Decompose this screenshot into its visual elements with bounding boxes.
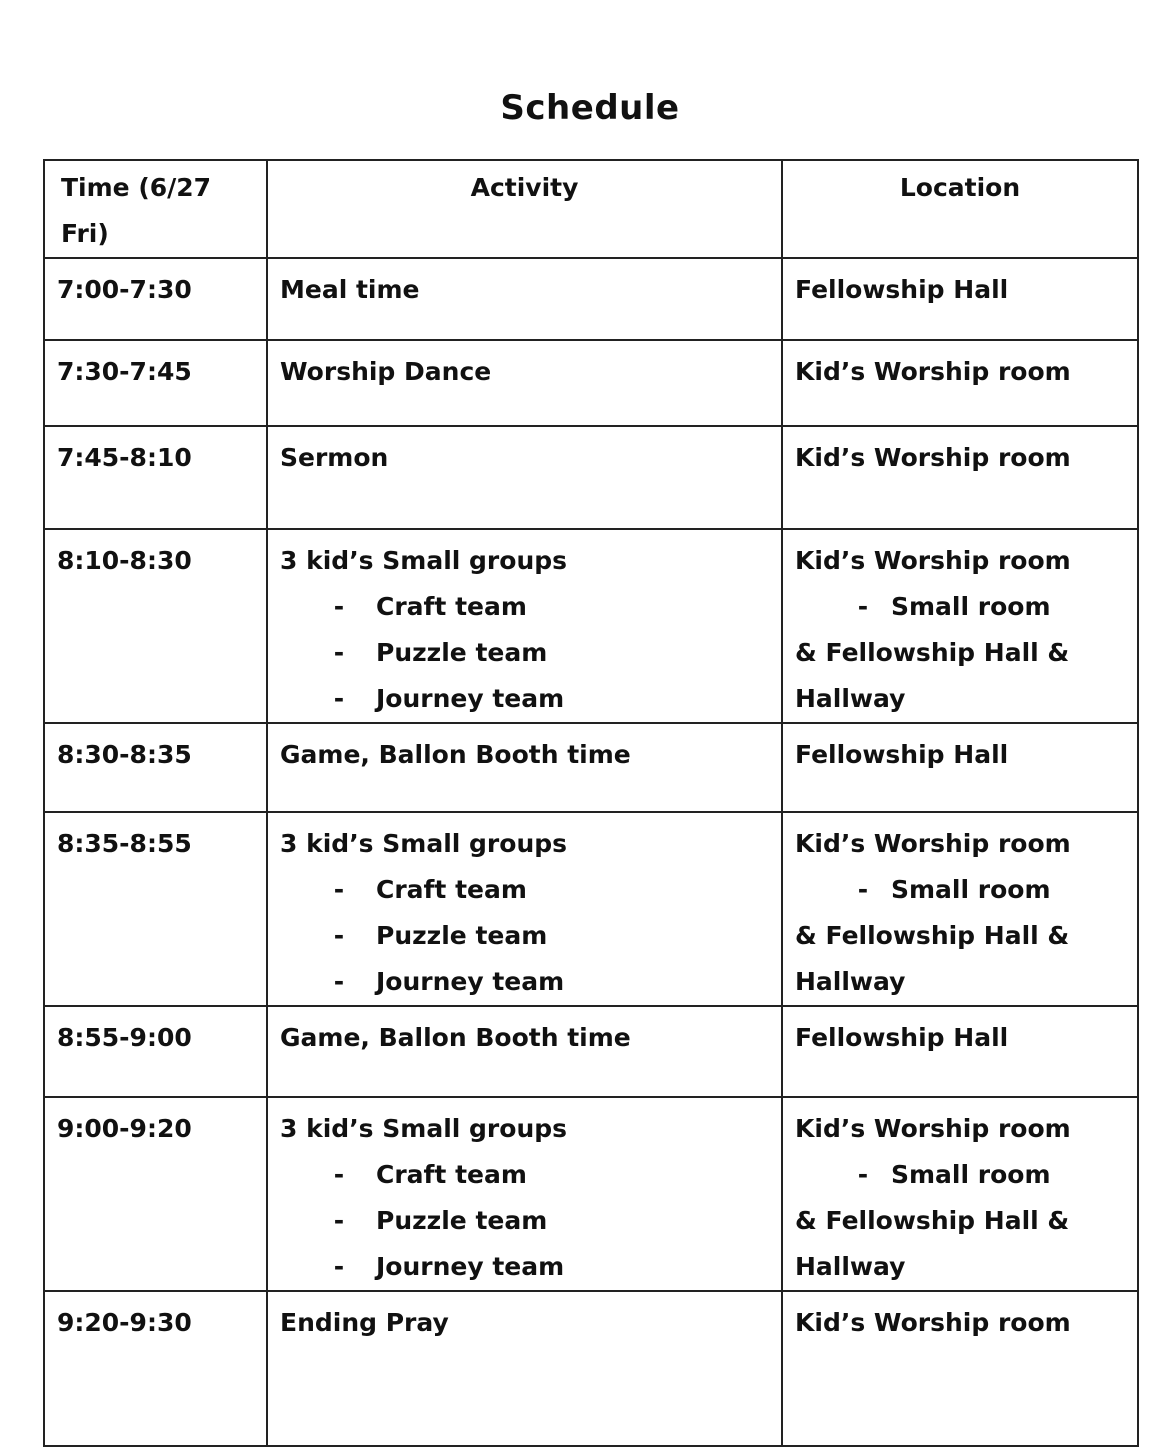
time-cell: [44, 1291, 267, 1446]
schedule-table: [43, 159, 1139, 1447]
activity-cell: [267, 529, 782, 723]
table-row: [44, 426, 1138, 529]
header-time: Time (6/27 Fri): [44, 160, 267, 258]
location-line: & Fellowship Hall &: [795, 1206, 1070, 1235]
location-sub-item: [795, 584, 1125, 630]
bullet-dash: -: [333, 967, 345, 996]
list-item: [280, 676, 769, 722]
header-location: Location: [782, 160, 1138, 258]
activity-cell: [267, 812, 782, 1006]
table-row: [44, 723, 1138, 812]
table-row: [44, 258, 1138, 340]
location-line: & Fellowship Hall &: [795, 921, 1070, 950]
table-row: [44, 812, 1138, 1006]
activity-cell: [267, 258, 782, 340]
location-cell: [782, 529, 1138, 723]
time-cell: [44, 529, 267, 723]
bullet-dash: -: [333, 1252, 345, 1281]
team-label: Journey team: [376, 967, 565, 996]
location-text: Kid’s Worship room: [795, 357, 1071, 386]
location-sub-label: Small room: [891, 592, 1051, 621]
location-text: Kid’s Worship room: [795, 1114, 1071, 1143]
location-cell: [782, 723, 1138, 812]
team-label: Puzzle team: [376, 921, 548, 950]
table-row: [44, 1097, 1138, 1291]
activity-text: 3 kid’s Small groups: [280, 1114, 568, 1143]
time-text: 8:10-8:30: [57, 546, 192, 575]
page-title: Schedule: [500, 88, 680, 128]
bullet-dash: -: [333, 1160, 345, 1189]
location-line: Hallway: [795, 967, 906, 996]
activity-text: Worship Dance: [280, 357, 492, 386]
team-label: Journey team: [376, 1252, 565, 1281]
location-text: Kid’s Worship room: [795, 546, 1071, 575]
activity-cell: [267, 426, 782, 529]
team-label: Craft team: [376, 1160, 527, 1189]
bullet-dash: -: [333, 1206, 345, 1235]
list-item: [280, 1152, 769, 1198]
location-text: Kid’s Worship room: [795, 1308, 1071, 1337]
bullet-dash: -: [333, 592, 345, 621]
bullet-dash: -: [333, 875, 345, 904]
time-text: 8:55-9:00: [57, 1023, 192, 1052]
list-item: [280, 867, 769, 913]
activity-text: 3 kid’s Small groups: [280, 546, 568, 575]
header-row: [44, 160, 1138, 258]
location-sub-label: Small room: [891, 1160, 1051, 1189]
time-cell: [44, 258, 267, 340]
time-text: 7:00-7:30: [57, 275, 192, 304]
location-line: Hallway: [795, 1252, 906, 1281]
time-cell: [44, 723, 267, 812]
activity-text: Game, Ballon Booth time: [280, 1023, 631, 1052]
time-text: 8:35-8:55: [57, 829, 192, 858]
activity-cell: [267, 723, 782, 812]
time-text: 9:00-9:20: [57, 1114, 192, 1143]
activity-text: Meal time: [280, 275, 420, 304]
location-sub-item: [795, 1152, 1125, 1198]
time-cell: [44, 1006, 267, 1097]
location-cell: [782, 812, 1138, 1006]
header-activity: Activity: [267, 160, 782, 258]
table-row: [44, 529, 1138, 723]
location-cell: [782, 1097, 1138, 1291]
list-item: [280, 1244, 769, 1290]
table-row: [44, 340, 1138, 426]
activity-cell: [267, 1291, 782, 1446]
location-cell: [782, 340, 1138, 426]
time-cell: [44, 426, 267, 529]
team-label: Puzzle team: [376, 1206, 548, 1235]
location-text: Kid’s Worship room: [795, 443, 1071, 472]
time-text: 9:20-9:30: [57, 1308, 192, 1337]
list-item: [280, 630, 769, 676]
activity-text: 3 kid’s Small groups: [280, 829, 568, 858]
location-text: Kid’s Worship room: [795, 829, 1071, 858]
list-item: [280, 959, 769, 1005]
list-item: [280, 913, 769, 959]
bullet-dash: -: [857, 592, 869, 621]
bullet-dash: -: [857, 875, 869, 904]
list-item: [280, 1198, 769, 1244]
time-text: 7:45-8:10: [57, 443, 192, 472]
location-cell: [782, 1006, 1138, 1097]
location-cell: [782, 426, 1138, 529]
time-text: 7:30-7:45: [57, 357, 192, 386]
table-row: [44, 1006, 1138, 1097]
location-cell: [782, 1291, 1138, 1446]
location-sub-item: [795, 867, 1125, 913]
team-label: Puzzle team: [376, 638, 548, 667]
location-sub-label: Small room: [891, 875, 1051, 904]
bullet-dash: -: [333, 638, 345, 667]
activity-text: Ending Pray: [280, 1308, 449, 1337]
location-text: Fellowship Hall: [795, 1023, 1009, 1052]
bullet-dash: -: [333, 684, 345, 713]
bullet-dash: -: [333, 921, 345, 950]
activity-text: Sermon: [280, 443, 389, 472]
activity-cell: [267, 1006, 782, 1097]
time-text: 8:30-8:35: [57, 740, 192, 769]
bullet-dash: -: [857, 1160, 869, 1189]
location-line: & Fellowship Hall &: [795, 638, 1070, 667]
team-label: Craft team: [376, 592, 527, 621]
location-text: Fellowship Hall: [795, 275, 1009, 304]
time-cell: [44, 340, 267, 426]
location-text: Fellowship Hall: [795, 740, 1009, 769]
location-cell: [782, 258, 1138, 340]
activity-cell: [267, 340, 782, 426]
activity-text: Game, Ballon Booth time: [280, 740, 631, 769]
time-cell: [44, 1097, 267, 1291]
team-label: Journey team: [376, 684, 565, 713]
activity-cell: [267, 1097, 782, 1291]
location-line: Hallway: [795, 684, 906, 713]
table-row: [44, 1291, 1138, 1446]
time-cell: [44, 812, 267, 1006]
team-label: Craft team: [376, 875, 527, 904]
list-item: [280, 584, 769, 630]
